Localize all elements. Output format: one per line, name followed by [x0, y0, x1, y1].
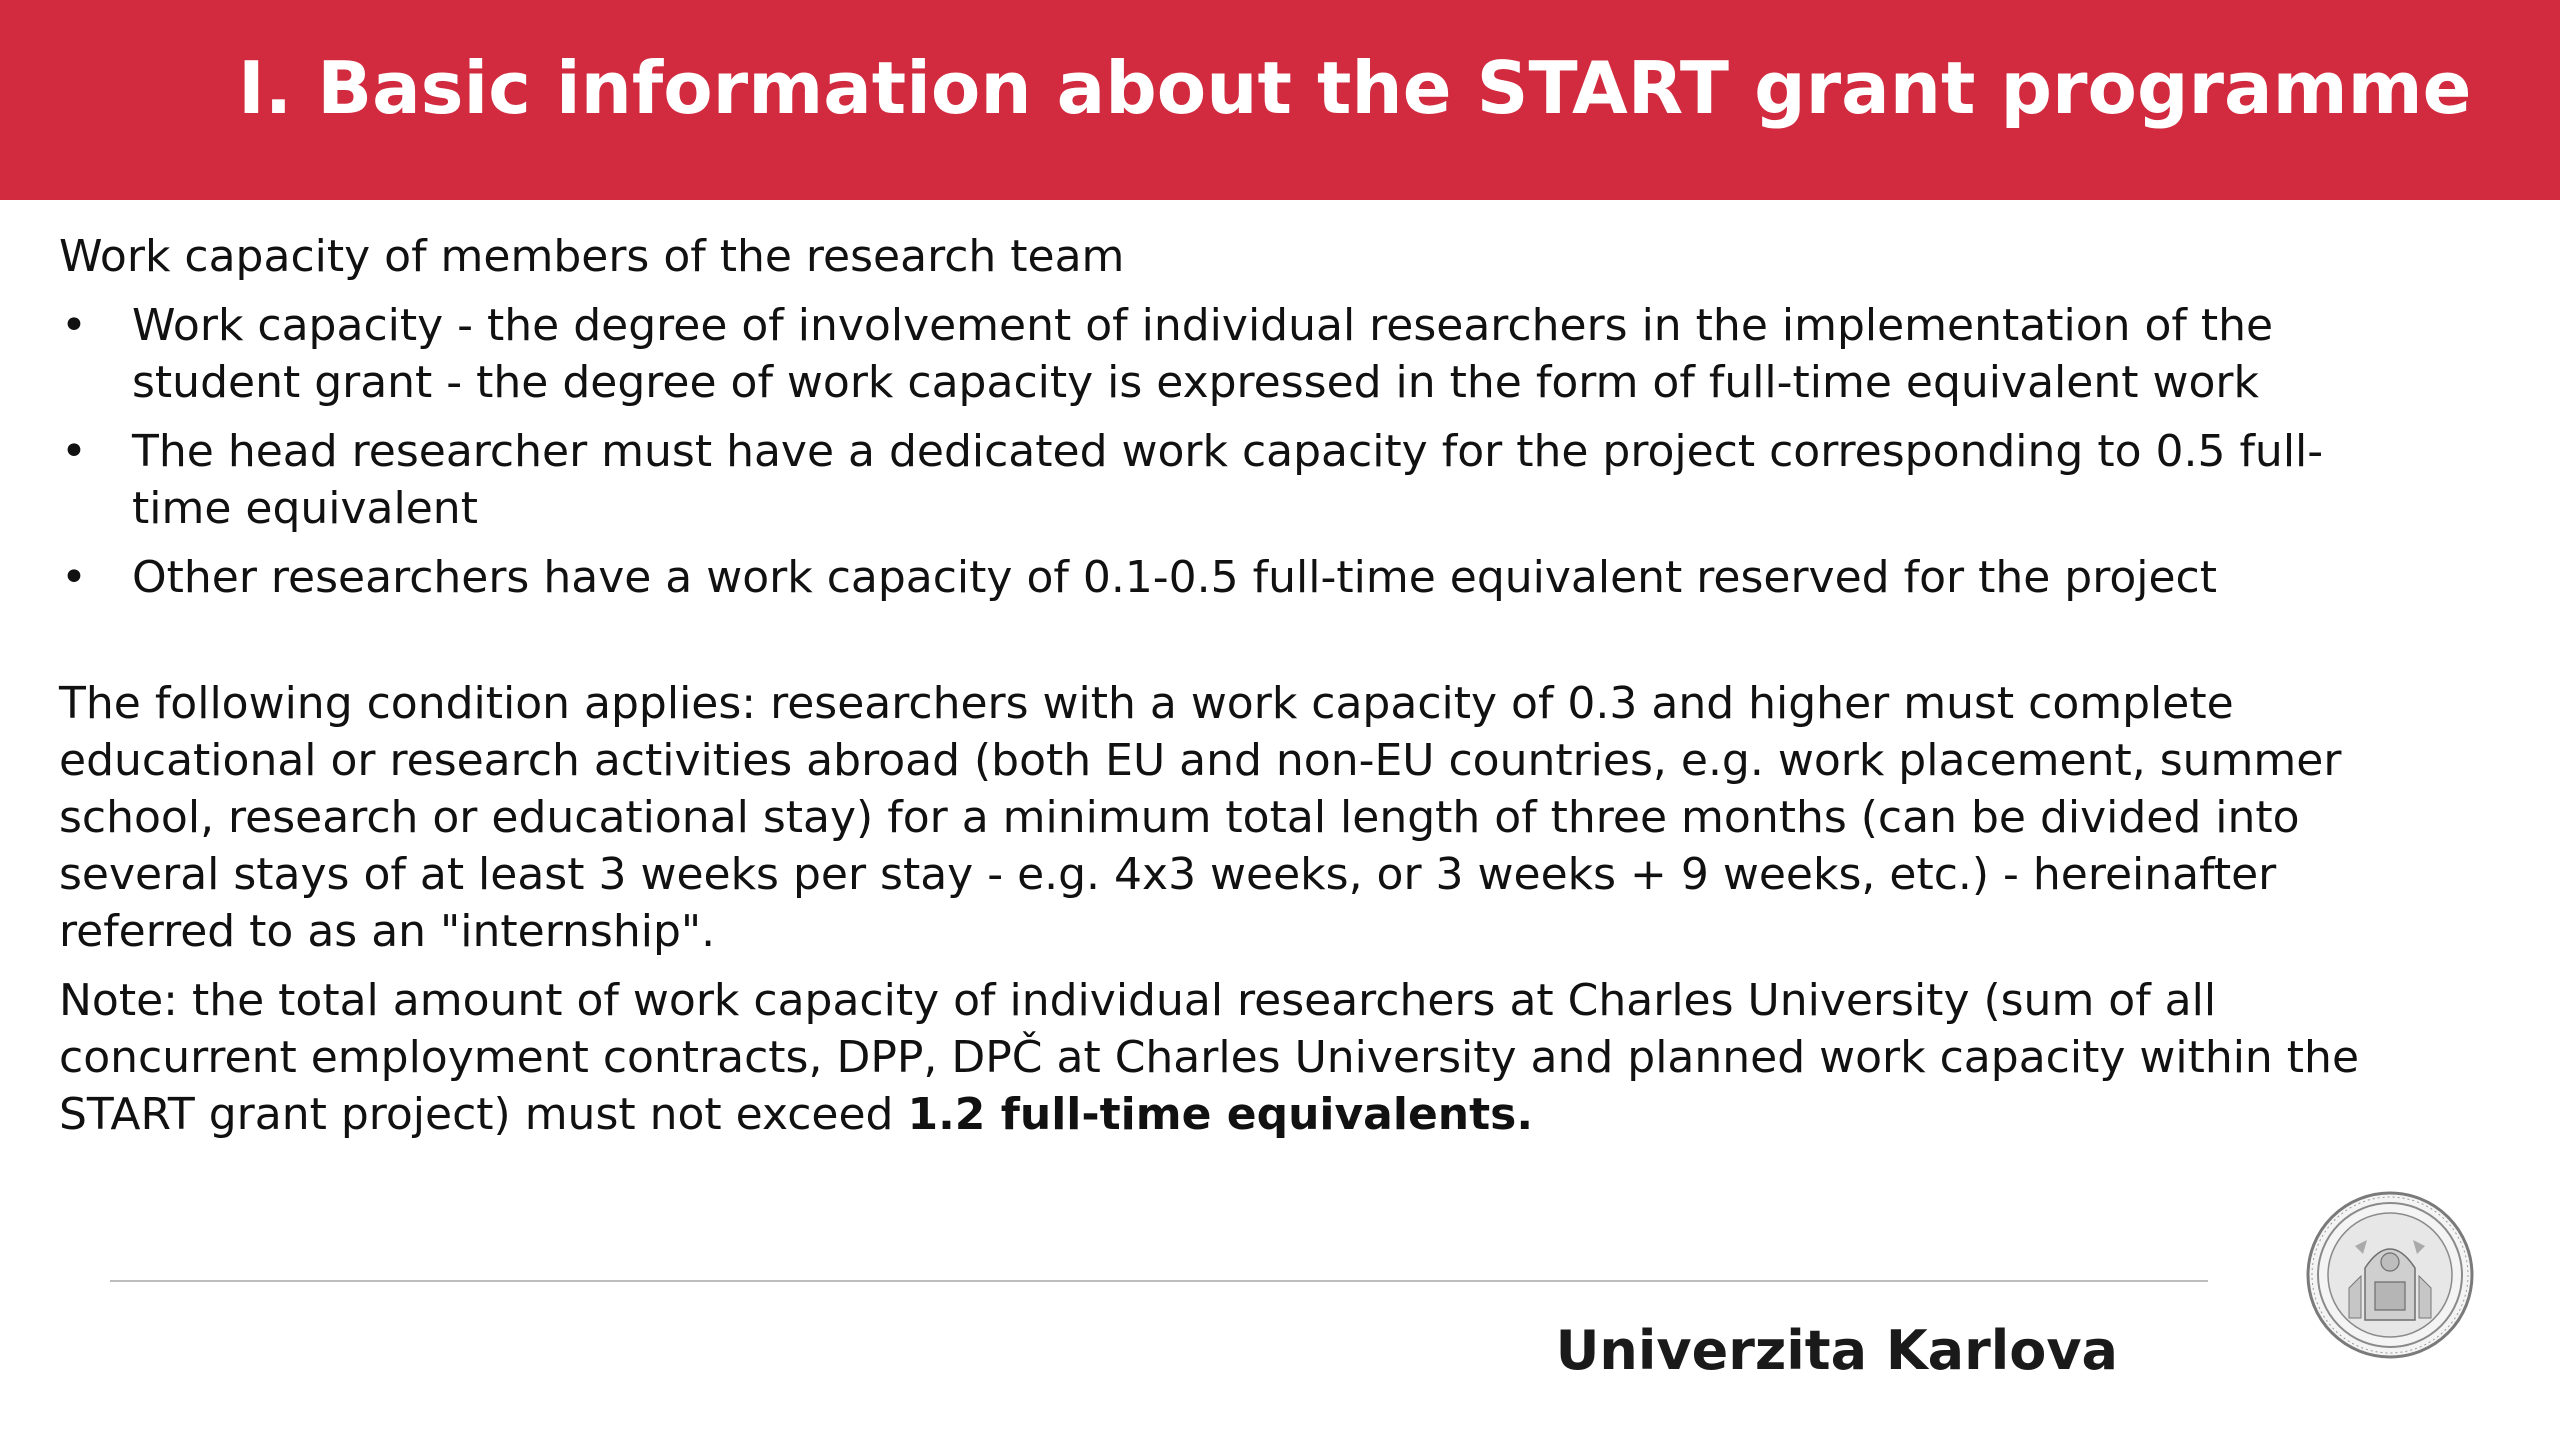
slide-title: I. Basic information about the START grant programme: [238, 46, 2472, 130]
note-paragraph: [59, 972, 2399, 1143]
slide-content: [59, 228, 2399, 1143]
bullet-text: Work capacity - the degree of involvement of individual researchers in the implementation of the student grant - the degree of work capacity is expressed in the form of full-time equivalent work: [132, 300, 2274, 408]
bullet-dot-icon: •: [61, 552, 87, 603]
condition-paragraph: The following condition applies: researchers with a work capacity of 0.3 and higher must complete educational or research activities abroad (both EU and non-EU countries, e.g. work placement, summer school, research or educational stay) for a minimum total length of three months (can be divided into several stays of at least 3 weeks per stay - e.g. 4x3 weeks, or 3 weeks + 9 weeks, etc.) - hereinafter referred to as an "internship".: [59, 678, 2342, 957]
bullet-item: [59, 549, 2399, 606]
bullet-list: [59, 297, 2399, 606]
bullet-dot-icon: •: [61, 300, 87, 351]
note-text: Note: the total amount of work capacity of individual researchers at Charles University (sum of all concurrent employment contracts, DPP, DPČ at Charles University and planned work capacity within the START grant project) must not exceed: [59, 975, 2360, 1140]
university-seal-icon: [2305, 1190, 2475, 1360]
footer-divider: [110, 1280, 2208, 1282]
bullet-dot-icon: •: [61, 426, 87, 477]
intro-heading: Work capacity of members of the research team: [59, 231, 1125, 282]
note-limit-value: 1.2 full-time equivalents.: [907, 1089, 1534, 1140]
bullet-text: The head researcher must have a dedicated work capacity for the project corresponding to 0.5 full-time equivalent: [132, 426, 2324, 534]
bullet-item: [59, 423, 2399, 537]
title-bar: [0, 0, 2560, 200]
footer-brand: Univerzita Karlova: [1555, 1319, 2118, 1382]
bullet-text: Other researchers have a work capacity of 0.1-0.5 full-time equivalent reserved for the project: [132, 552, 2217, 603]
bullet-item: [59, 297, 2399, 411]
